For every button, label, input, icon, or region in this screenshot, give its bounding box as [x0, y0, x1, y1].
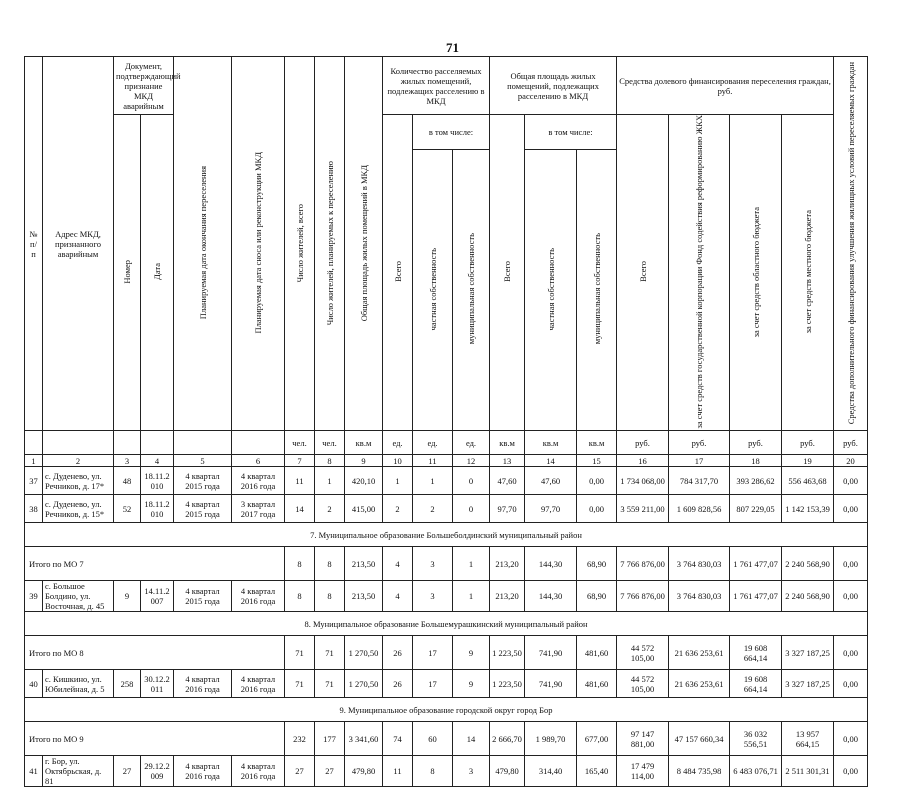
unit-cell: руб.: [730, 431, 782, 455]
header-planned-demolish: Планируемая дата сноса или реконструкции МКД: [253, 151, 263, 334]
table-cell: 1 223,50: [490, 670, 525, 698]
table-cell: 556 463,68: [782, 467, 834, 495]
table-cell: 41: [25, 756, 43, 787]
table-cell: 26: [383, 636, 413, 670]
table-cell: 44 572 105,00: [617, 636, 669, 670]
table-cell: 47,60: [490, 467, 525, 495]
table-cell: 7 766 876,00: [617, 581, 669, 612]
table-cell: 177: [315, 722, 345, 756]
column-number-cell: 11: [413, 455, 453, 467]
column-number-cell: 17: [669, 455, 730, 467]
table-cell: 479,80: [345, 756, 383, 787]
table-cell: 0,00: [834, 547, 868, 581]
table-cell: 1: [413, 467, 453, 495]
header-fund-local: за счет средств местного бюджета: [802, 210, 813, 334]
table-cell: 30.12.2 011: [141, 670, 174, 698]
table-cell: 71: [315, 636, 345, 670]
header-num: № п/ п: [25, 57, 43, 431]
table-cell: 481,60: [577, 670, 617, 698]
table-cell: 420,10: [345, 467, 383, 495]
table-cell: 1: [453, 581, 490, 612]
table-cell: 393 286,62: [730, 467, 782, 495]
header-address: Адрес МКД, признанного аварийным: [43, 57, 114, 431]
table-cell: 48: [114, 467, 141, 495]
table-cell: 14.11.2 007: [141, 581, 174, 612]
table-cell: 741,90: [525, 636, 577, 670]
table-cell: 1 989,70: [525, 722, 577, 756]
unit-cell: руб.: [782, 431, 834, 455]
table-cell: 9: [453, 670, 490, 698]
header-doc-number: Номер: [122, 259, 132, 284]
table-cell: 39: [25, 581, 43, 612]
table-cell: 13 957 664,15: [782, 722, 834, 756]
table-cell: 71: [315, 670, 345, 698]
table-cell: 1 761 477,07: [730, 547, 782, 581]
table-cell: 1: [453, 547, 490, 581]
header-doc-date: Дата: [152, 263, 162, 281]
unit-cell: кв.м: [525, 431, 577, 455]
table-cell: 0,00: [834, 636, 868, 670]
header-doc-group: Документ, подтверждающий признание МКД аварийным: [114, 57, 174, 115]
table-cell: 4 квартал 2016 года: [232, 581, 285, 612]
table-cell: 71: [285, 636, 315, 670]
table-cell: 0,00: [834, 495, 868, 523]
table-cell: 27: [285, 756, 315, 787]
header-area-group: Общая площадь жилых помещений, подлежащих расселению в МКД: [490, 57, 617, 115]
table-cell: 97 147 881,00: [617, 722, 669, 756]
table-cell: 18.11.2 010: [141, 495, 174, 523]
header-planned-resettle-end: Планируемая дата окончания переселения: [197, 166, 208, 320]
table-cell: 97,70: [525, 495, 577, 523]
table-cell: 0,00: [834, 722, 868, 756]
section-title: 9. Муниципальное образование городской округ город Бор: [25, 698, 868, 722]
table-cell: 38: [25, 495, 43, 523]
table-cell: 1 734 068,00: [617, 467, 669, 495]
total-row: [25, 722, 868, 756]
table-cell: 1: [383, 467, 413, 495]
header-residents-total: Число жителей, всего: [294, 203, 305, 282]
table-cell: 0,00: [834, 581, 868, 612]
table-cell: 8: [315, 581, 345, 612]
table-cell: 19 608 664,14: [730, 636, 782, 670]
column-number-cell: 3: [114, 455, 141, 467]
table-cell: 11: [383, 756, 413, 787]
section-title: 7. Муниципальное образование Большеболдинский муниципальный район: [25, 523, 868, 547]
table-cell: 37: [25, 467, 43, 495]
table-cell: 18.11.2 010: [141, 467, 174, 495]
column-number-cell: 5: [174, 455, 232, 467]
table-cell: 1: [315, 467, 345, 495]
table-cell: 27: [315, 756, 345, 787]
table-cell: 0,00: [577, 495, 617, 523]
column-number-cell: 20: [834, 455, 868, 467]
table-cell: 4 квартал 2015 года: [174, 581, 232, 612]
table-cell: 4: [383, 581, 413, 612]
table-cell: 415,00: [345, 495, 383, 523]
address-cell: с. Дуденево, ул. Речников, д. 17*: [43, 467, 114, 495]
total-label: Итого по МО 9: [25, 722, 285, 756]
table-cell: 0,00: [834, 756, 868, 787]
unit-cell: чел.: [285, 431, 315, 455]
column-number-cell: 9: [345, 455, 383, 467]
column-number-cell: 19: [782, 455, 834, 467]
table-cell: 4 квартал 2016 года: [174, 756, 232, 787]
table-cell: 144,30: [525, 581, 577, 612]
column-number-cell: 7: [285, 455, 315, 467]
column-number-cell: 13: [490, 455, 525, 467]
table-cell: 9: [114, 581, 141, 612]
header-funds-group: Средства долевого финансирования переселения граждан, руб.: [617, 57, 834, 115]
address-cell: с. Кишкино, ул. Юбилейная, д. 5: [43, 670, 114, 698]
table-cell: 1 761 477,07: [730, 581, 782, 612]
table-cell: 36 032 556,51: [730, 722, 782, 756]
column-number-cell: 1: [25, 455, 43, 467]
table-cell: 71: [285, 670, 315, 698]
table-cell: 3 341,60: [345, 722, 383, 756]
table-cell: 3 327 187,25: [782, 636, 834, 670]
header-extra-funds: Средства дополнительного финансирования улучшения жилищных условий переселяемых граждан: [845, 61, 856, 424]
table-cell: 8: [285, 581, 315, 612]
header-fund-fsr: за счет средств государственной корпорации Фонд содействия реформированию ЖКХ: [694, 115, 705, 429]
table-row: [25, 670, 868, 698]
table-cell: 97,70: [490, 495, 525, 523]
table-cell: 8: [413, 756, 453, 787]
table-cell: 4 квартал 2016 года: [232, 756, 285, 787]
table-cell: 2 666,70: [490, 722, 525, 756]
table-cell: 3: [453, 756, 490, 787]
address-cell: г. Бор, ул. Октябрьская, д. 81: [43, 756, 114, 787]
table-cell: 0,00: [577, 467, 617, 495]
table-cell: 784 317,70: [669, 467, 730, 495]
header-total-area: Общая площадь жилых помещений в МКД: [358, 164, 369, 321]
table-cell: 9: [453, 636, 490, 670]
column-number-cell: 12: [453, 455, 490, 467]
table-cell: 47 157 660,34: [669, 722, 730, 756]
table-cell: 8: [285, 547, 315, 581]
table-cell: 44 572 105,00: [617, 670, 669, 698]
table-cell: 40: [25, 670, 43, 698]
header-fund-regional: за счет средств областного бюджета: [750, 206, 761, 337]
section-title: 8. Муниципальное образование Большемурашкинский муниципальный район: [25, 612, 868, 636]
column-number-cell: 6: [232, 455, 285, 467]
table-cell: 0,00: [834, 467, 868, 495]
table-cell: 8 484 735,98: [669, 756, 730, 787]
table-cell: 479,80: [490, 756, 525, 787]
unit-cell: кв.м: [577, 431, 617, 455]
table-cell: 7 766 876,00: [617, 547, 669, 581]
table-cell: 807 229,05: [730, 495, 782, 523]
total-row: [25, 636, 868, 670]
total-label: Итого по МО 7: [25, 547, 285, 581]
table-cell: 17: [413, 636, 453, 670]
table-cell: 1 270,50: [345, 636, 383, 670]
section-row: [25, 612, 868, 636]
table-cell: 19 608 664,14: [730, 670, 782, 698]
table-cell: 29.12.2 009: [141, 756, 174, 787]
column-number-cell: 16: [617, 455, 669, 467]
table-cell: 2: [315, 495, 345, 523]
column-number-cell: 8: [315, 455, 345, 467]
table-cell: 6 483 076,71: [730, 756, 782, 787]
table-cell: 213,20: [490, 547, 525, 581]
table-cell: 258: [114, 670, 141, 698]
table-cell: 481,60: [577, 636, 617, 670]
unit-cell: ед.: [453, 431, 490, 455]
table-cell: 741,90: [525, 670, 577, 698]
table-cell: 0: [453, 467, 490, 495]
units-row: [25, 431, 868, 455]
unit-cell: руб.: [669, 431, 730, 455]
table-cell: 4 квартал 2015 года: [174, 467, 232, 495]
table-cell: 14: [453, 722, 490, 756]
header-count-total: Всего: [392, 261, 403, 283]
table-cell: 677,00: [577, 722, 617, 756]
column-number-cell: 4: [141, 455, 174, 467]
table-cell: 52: [114, 495, 141, 523]
table-cell: 213,50: [345, 547, 383, 581]
header-count-in-that: в том числе:: [413, 115, 490, 150]
table-cell: 314,40: [525, 756, 577, 787]
column-number-cell: 2: [43, 455, 114, 467]
table-cell: 232: [285, 722, 315, 756]
header-count-municipal: муниципальная собственность: [466, 233, 476, 345]
table-cell: 74: [383, 722, 413, 756]
table-row: [25, 756, 868, 787]
unit-cell: кв.м: [490, 431, 525, 455]
header-residents-planned: Число жителей, планируемых к переселению: [324, 160, 335, 325]
address-cell: с. Большое Болдино, ул. Восточная, д. 45: [43, 581, 114, 612]
table-cell: 1 142 153,39: [782, 495, 834, 523]
page-number: 71: [446, 40, 459, 55]
header-count-private: частная собственность: [427, 247, 438, 331]
table-cell: 14: [285, 495, 315, 523]
table-cell: 47,60: [525, 467, 577, 495]
header-count-group: Количество расселяемых жилых помещений, подлежащих расселению в МКД: [383, 57, 490, 115]
table-cell: 165,40: [577, 756, 617, 787]
table-cell: 2: [383, 495, 413, 523]
unit-cell: ед.: [413, 431, 453, 455]
table-cell: 26: [383, 670, 413, 698]
table-cell: 4 квартал 2016 года: [232, 467, 285, 495]
table-cell: 17: [413, 670, 453, 698]
column-number-cell: 18: [730, 455, 782, 467]
table-cell: 3: [413, 581, 453, 612]
header-area-municipal: муниципальная собственность: [591, 233, 602, 345]
address-cell: с. Дуденево, ул. Речников, д. 15*: [43, 495, 114, 523]
unit-cell: руб.: [617, 431, 669, 455]
table-cell: 4 квартал 2016 года: [232, 670, 285, 698]
section-row: [25, 523, 868, 547]
table-cell: 2 240 568,90: [782, 581, 834, 612]
table-cell: 3: [413, 547, 453, 581]
table-cell: 0,00: [834, 670, 868, 698]
table-cell: 68,90: [577, 547, 617, 581]
column-number-cell: 14: [525, 455, 577, 467]
table-row: [25, 495, 868, 523]
unit-cell: кв.м: [345, 431, 383, 455]
header-area-in-that: в том числе:: [525, 115, 617, 150]
table-cell: 17 479 114,00: [617, 756, 669, 787]
table-cell: 3 квартал 2017 года: [232, 495, 285, 523]
table-cell: 4 квартал 2016 года: [174, 670, 232, 698]
unit-cell: ед.: [383, 431, 413, 455]
table-cell: 3 559 211,00: [617, 495, 669, 523]
total-row: [25, 547, 868, 581]
table-cell: 27: [114, 756, 141, 787]
table-cell: 60: [413, 722, 453, 756]
table-cell: 21 636 253,61: [669, 636, 730, 670]
column-numbers-row: [25, 455, 868, 467]
unit-cell: чел.: [315, 431, 345, 455]
table-cell: 1 223,50: [490, 636, 525, 670]
table-cell: 144,30: [525, 547, 577, 581]
table-cell: 2 240 568,90: [782, 547, 834, 581]
section-row: [25, 698, 868, 722]
table-row: [25, 467, 868, 495]
table-cell: 8: [315, 547, 345, 581]
table-cell: 3 764 830,03: [669, 581, 730, 612]
total-label: Итого по МО 8: [25, 636, 285, 670]
table-cell: 4 квартал 2015 года: [174, 495, 232, 523]
header-area-private: частная собственность: [545, 247, 556, 331]
table-cell: 3 764 830,03: [669, 547, 730, 581]
unit-cell: руб.: [834, 431, 868, 455]
table-cell: 68,90: [577, 581, 617, 612]
header-area-total: Всего: [502, 261, 513, 283]
table-cell: 11: [285, 467, 315, 495]
table-cell: 2 511 301,31: [782, 756, 834, 787]
column-number-cell: 15: [577, 455, 617, 467]
column-number-cell: 10: [383, 455, 413, 467]
table-row: [25, 581, 868, 612]
table-cell: 213,20: [490, 581, 525, 612]
table-cell: 4: [383, 547, 413, 581]
table-cell: 213,50: [345, 581, 383, 612]
table-cell: 3 327 187,25: [782, 670, 834, 698]
table-cell: 0: [453, 495, 490, 523]
header-funds-total: Всего: [637, 261, 648, 283]
table-cell: 2: [413, 495, 453, 523]
resettlement-table: [24, 56, 868, 787]
table-cell: 21 636 253,61: [669, 670, 730, 698]
table-cell: 1 609 828,56: [669, 495, 730, 523]
table-cell: 1 270,50: [345, 670, 383, 698]
